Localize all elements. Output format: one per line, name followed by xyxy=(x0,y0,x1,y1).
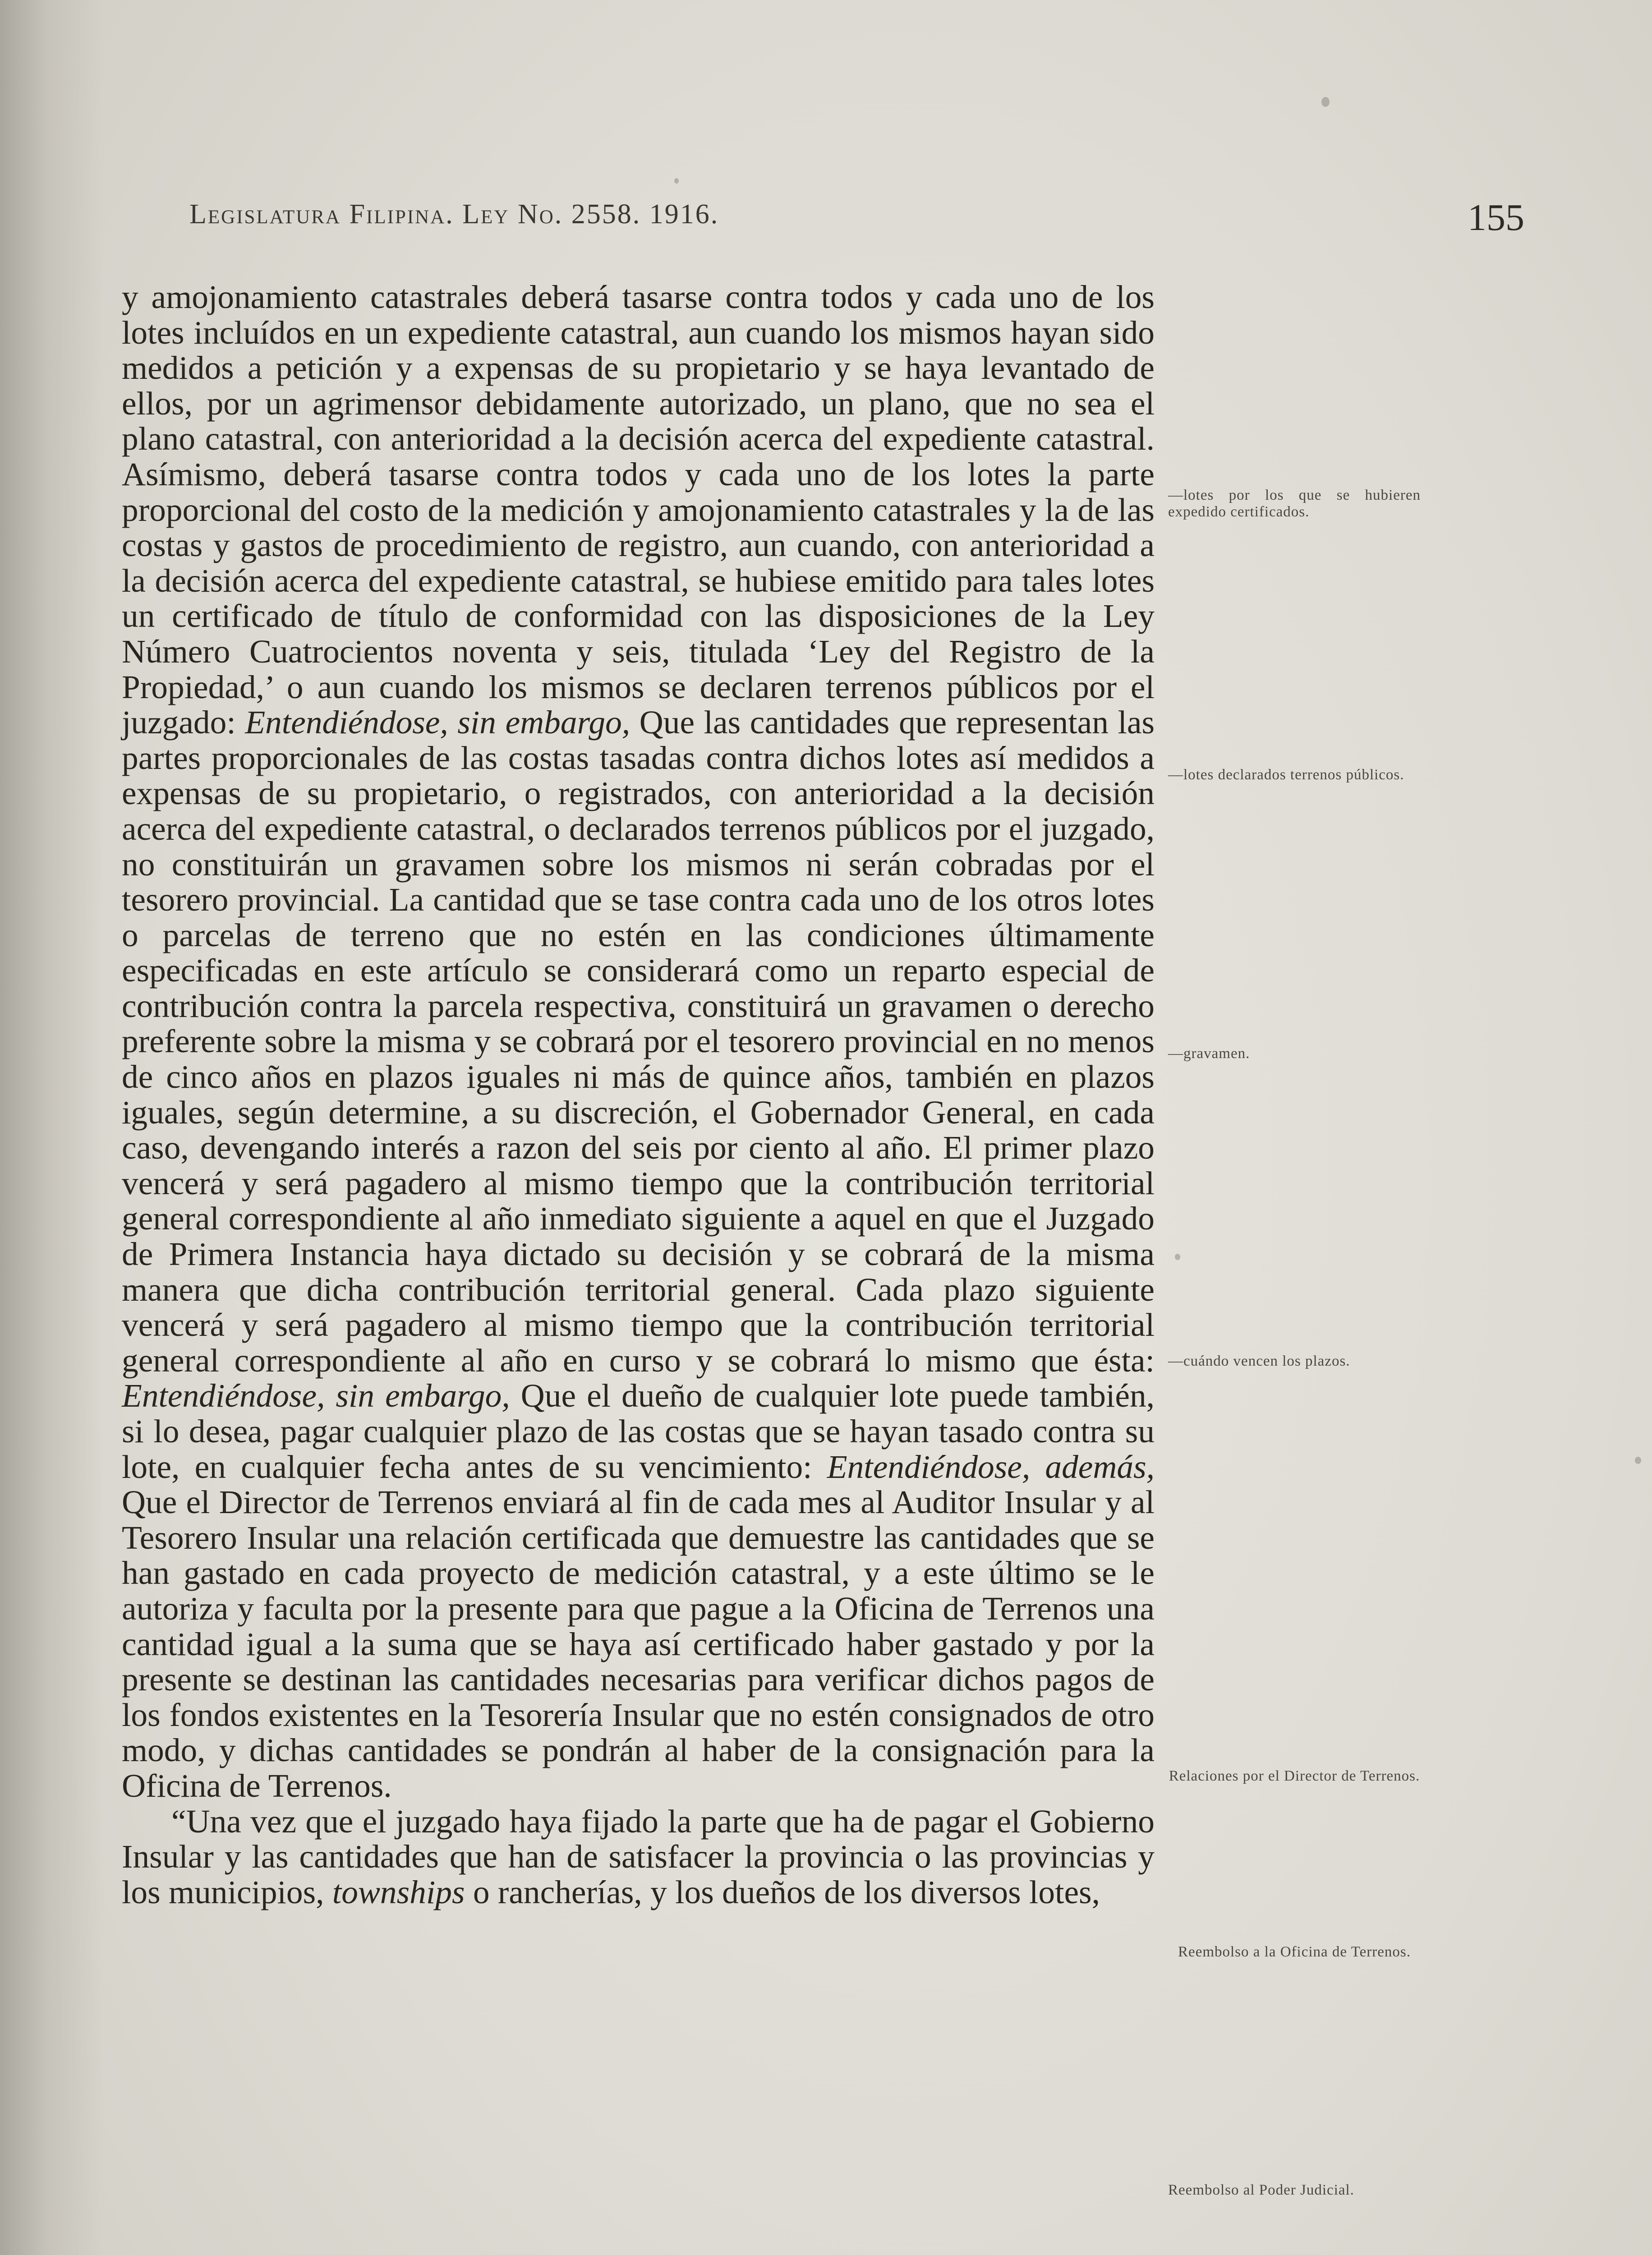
scan-speck xyxy=(1321,97,1330,107)
italic-phrase: Entendiéndose, sin embargo, xyxy=(245,704,630,741)
margin-note: —lotes declarados terrenos públicos. xyxy=(1168,767,1404,783)
paragraph-2 xyxy=(122,1804,1155,1910)
italic-phrase: Entendiéndose, además, xyxy=(827,1448,1155,1485)
paragraph-text: Que las cantidades que representan las partes proporcionales de las costas tasadas contra dichos lotes así medidos a expensas de su propietario, o registrados, con anterioridad a la decisión acerca del expediente catastral, o declarados terrenos públicos por el juzgado, no constituirán un gravamen sobre los mismos ni serán cobradas por el tesorero provincial. La cantidad que se tase contra cada uno de los otros lotes o parcelas de terreno que no estén en las condiciones últimamente especificadas en este artículo se considerará como un reparto especial de contribución contra la parcela respectiva, constituirá un gravamen o derecho preferente sobre la misma y se cobrará por el tesorero provincial en no menos de cinco años en plazos iguales ni más de quince años, también en plazos iguales, según determine, a su discreción, el Gobernador General, en cada caso, devengando interés a razon del seis por ciento al año. El primer plazo vencerá y será pagadero al mismo tiempo que la contribución territorial general correspondiente al año inmediato siguiente a aquel en que el Juzgado de Primera Instancia haya dictado su decisión y se cobrará de la misma manera que dicha contribución territorial general. Cada plazo siguiente vencerá y será pagadero al mismo tiempo que la contribución territorial general correspondiente al año en curso y se cobrará lo mismo que ésta: xyxy=(122,704,1155,1379)
paragraph-text: y amojonamiento catastrales deberá tasarse contra todos y cada uno de los lotes incluídos en un expediente catastral, aun cuando los mismos hayan sido medidos a petición y a expensas de su propietario y se haya levantado de ellos, por un agrimensor debidamente autorizado, un plano, que no sea el plano catastral, con anterioridad a la decisión acerca del expediente catastral. Asímismo, deberá tasarse contra todos y cada uno de los lotes la parte proporcional del costo de la medición y amojonamiento catastrales y la de las costas y gastos de procedimiento de registro, aun cuando, con anterioridad a la decisión acerca del expediente catastral, se hubiese emitido para tales lotes un certificado de título de conformidad con las disposiciones de la Ley Número Cuatrocientos noventa y seis, titulada ‘Ley del Registro de la Propiedad,’ o aun cuando los mismos se declaren terrenos públicos por el juzgado: xyxy=(122,279,1155,741)
scan-speck xyxy=(674,178,679,184)
paragraph-text: Que el dueño de cualquier lote puede también, si lo desea, pagar cualquier plazo de las costas que se hayan tasado contra su lote, en cualquier fecha antes de su vencimiento: xyxy=(122,1377,1155,1485)
paragraph-text: o rancherías, y los dueños de los diversos lotes, xyxy=(465,1873,1100,1910)
margin-note: Reembolso al Poder Judicial. xyxy=(1168,2182,1354,2198)
margin-note: Relaciones por el Director de Terrenos. xyxy=(1169,1768,1420,1784)
page-number: 155 xyxy=(1468,197,1524,239)
scan-speck xyxy=(1175,1254,1180,1260)
margin-note: —gravamen. xyxy=(1168,1045,1250,1062)
body-text xyxy=(122,280,1155,1910)
paragraph-1 xyxy=(122,280,1155,1804)
margin-note: —cuándo vencen los plazos. xyxy=(1168,1353,1350,1369)
italic-phrase: Entendiéndose, sin embargo, xyxy=(122,1377,510,1414)
running-head: Legislatura Filipina. Ley No. 2558. 1916. xyxy=(189,199,719,230)
margin-note: —lotes por los que se hubieren expedido certificados. xyxy=(1168,487,1421,520)
italic-phrase: townships xyxy=(332,1873,465,1910)
margin-note: Reembolso a la Oficina de Terrenos. xyxy=(1178,1944,1411,1960)
paragraph-text: “Una vez que el juzgado haya fijado la parte que ha de pagar el Gobierno Insular y las cantidades que han de satisfacer la provincia o las provincias y los municipios, xyxy=(122,1803,1155,1910)
paragraph-text: Que el Director de Terrenos enviará al fin de cada mes al Auditor Insular y al Tesorero Insular una relación certificada que demuestre las cantidades que se han gastado en cada proyecto de medición catastral, y a este último se le autoriza y faculta por la presente para que pague a la Oficina de Terrenos una cantidad igual a la suma que se haya así certificado haber gastado y por la presente se destinan las cantidades necesarias para verificar dichos pagos de los fondos existentes en la Tesorería Insular que no estén consignados de otro modo, y dichas cantidades se pondrán al haber de la consignación para la Oficina de Terrenos. xyxy=(122,1484,1155,1804)
page-header xyxy=(189,198,1524,253)
binding-shadow xyxy=(0,0,104,2255)
scan-speck xyxy=(1635,1457,1641,1464)
